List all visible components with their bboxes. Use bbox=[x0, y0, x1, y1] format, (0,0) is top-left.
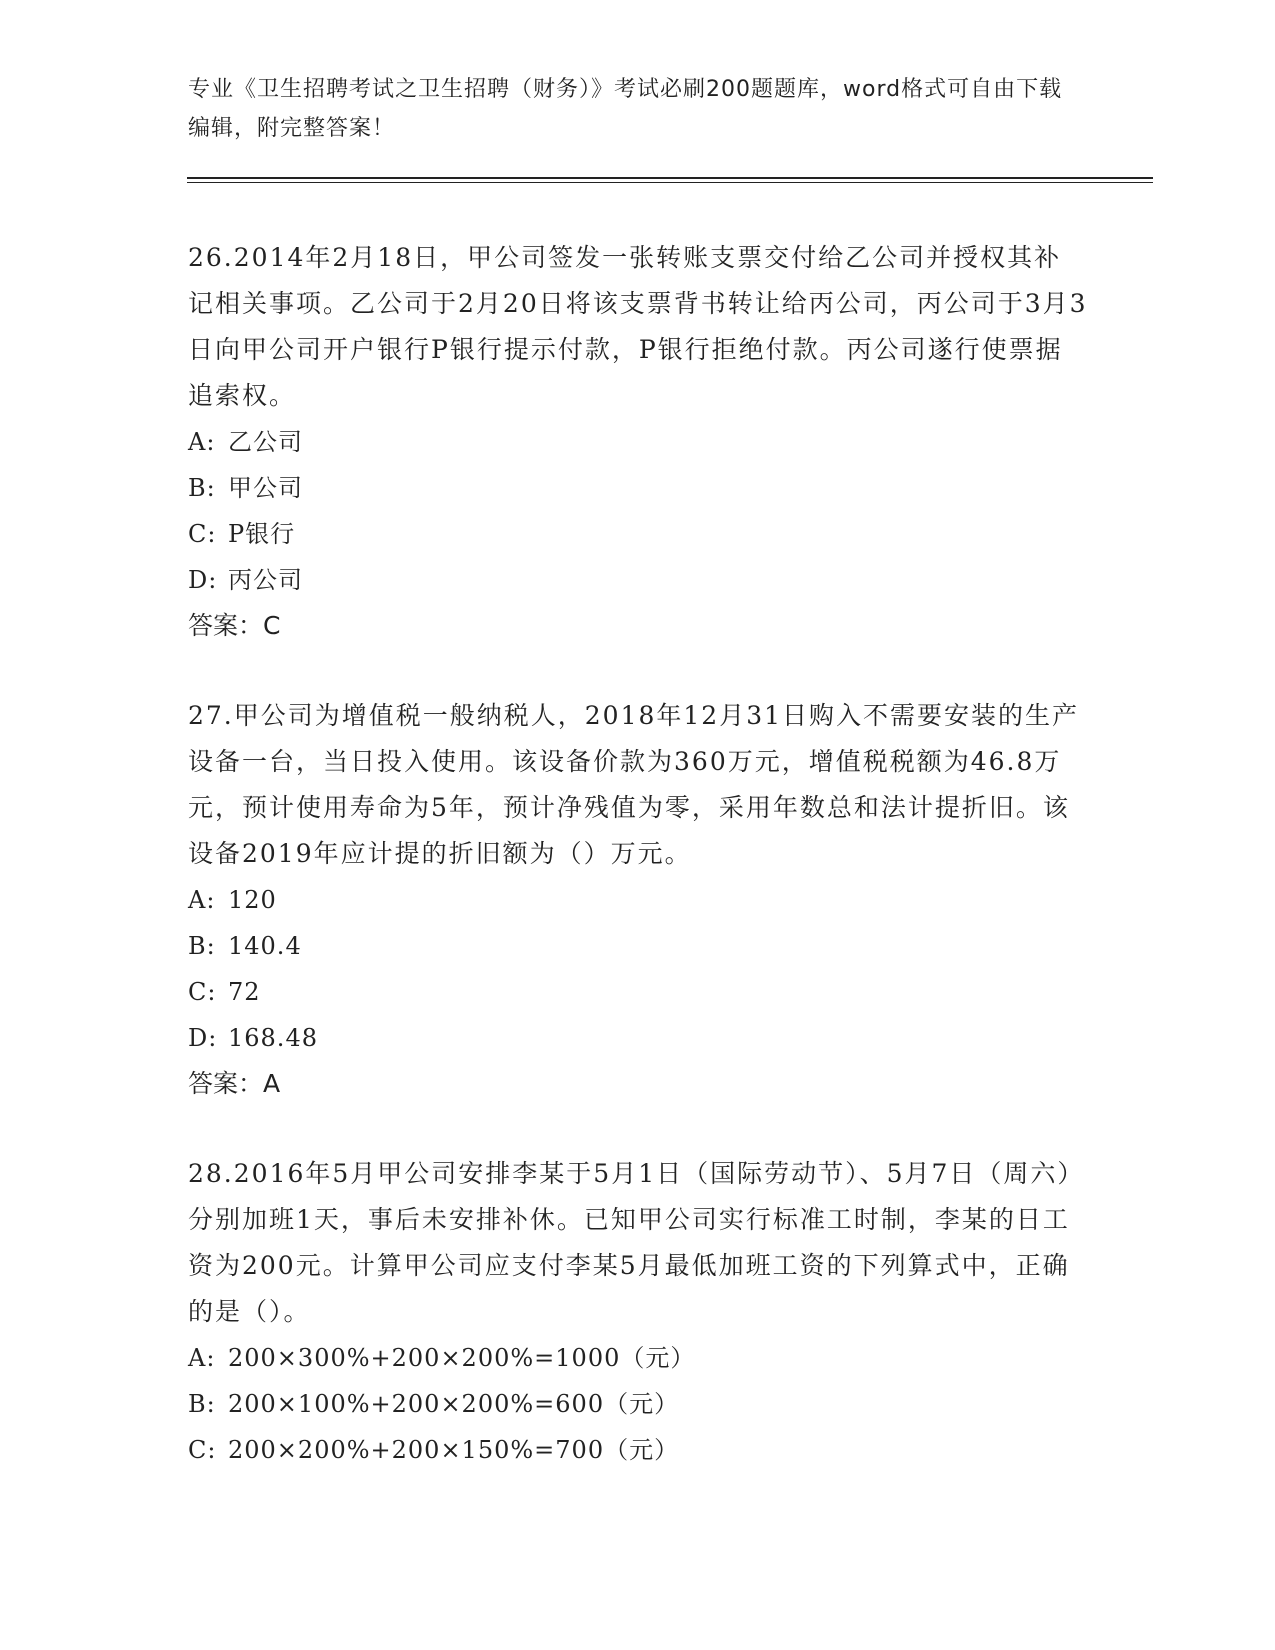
option-text: P银行 bbox=[228, 520, 296, 548]
option-d bbox=[188, 557, 1088, 603]
option-text: 200×100%+200×200%=600（元） bbox=[228, 1390, 680, 1418]
option-letter: C: bbox=[188, 978, 217, 1006]
option-a bbox=[188, 877, 1088, 923]
answer-label: 答案：C bbox=[188, 611, 281, 640]
option-text: 200×200%+200×150%=700（元） bbox=[228, 1436, 680, 1464]
option-d bbox=[188, 1015, 1088, 1061]
option-text: 140.4 bbox=[228, 932, 302, 960]
option-text: 72 bbox=[228, 978, 261, 1006]
question-28 bbox=[188, 1151, 1088, 1473]
header-divider bbox=[187, 177, 1153, 179]
option-letter: B: bbox=[188, 1390, 216, 1418]
option-letter: A: bbox=[188, 886, 216, 914]
question-26 bbox=[188, 235, 1088, 649]
option-letter: C: bbox=[188, 1436, 217, 1464]
option-c bbox=[188, 969, 1088, 1015]
option-text: 120 bbox=[228, 886, 277, 914]
option-a bbox=[188, 419, 1088, 465]
option-c bbox=[188, 511, 1088, 557]
option-text: 200×300%+200×200%=1000（元） bbox=[228, 1344, 696, 1372]
option-b bbox=[188, 1381, 1088, 1427]
option-letter: A: bbox=[188, 1344, 216, 1372]
option-text: 168.48 bbox=[228, 1024, 318, 1052]
option-c bbox=[188, 1427, 1088, 1473]
option-b bbox=[188, 923, 1088, 969]
option-a bbox=[188, 1335, 1088, 1381]
question-list bbox=[188, 235, 1088, 1517]
option-letter: D: bbox=[188, 566, 218, 594]
question-27 bbox=[188, 693, 1088, 1107]
option-letter: A: bbox=[188, 428, 216, 456]
option-letter: C: bbox=[188, 520, 217, 548]
header-divider-thin bbox=[187, 182, 1153, 183]
document-header: 专业《卫生招聘考试之卫生招聘（财务）》考试必刷200题题库，word格式可自由下载编辑，附完整答案！ bbox=[188, 77, 1063, 141]
option-letter: D: bbox=[188, 1024, 218, 1052]
answer-label: 答案：A bbox=[188, 1069, 281, 1098]
option-text: 丙公司 bbox=[228, 566, 303, 594]
question-text: 27.甲公司为增值税一般纳税人，2018年12月31日购入不需要安装的生产设备一台，当日投入使用。该设备价款为360万元，增值税税额为46.8万元，预计使用寿命为5年，预计净残值为零，采用年数总和法计提折旧。该设备2019年应计提的折旧额为（）万元。 bbox=[188, 701, 1080, 868]
option-b bbox=[188, 465, 1088, 511]
option-text: 乙公司 bbox=[228, 428, 303, 456]
option-letter: B: bbox=[188, 932, 216, 960]
question-text: 28.2016年5月甲公司安排李某于5月1日（国际劳动节）、5月7日（周六）分别加班1天，事后未安排补休。已知甲公司实行标准工时制，李某的日工资为200元。计算甲公司应支付李某5月最低加班工资的下列算式中，正确的是（）。 bbox=[188, 1159, 1085, 1326]
question-text: 26.2014年2月18日，甲公司签发一张转账支票交付给乙公司并授权其补记相关事项。乙公司于2月20日将该支票背书转让给丙公司，丙公司于3月3日向甲公司开户银行P银行提示付款，P银行拒绝付款。丙公司遂行使票据追索权。 bbox=[188, 243, 1088, 410]
option-text: 甲公司 bbox=[228, 474, 303, 502]
option-letter: B: bbox=[188, 474, 216, 502]
